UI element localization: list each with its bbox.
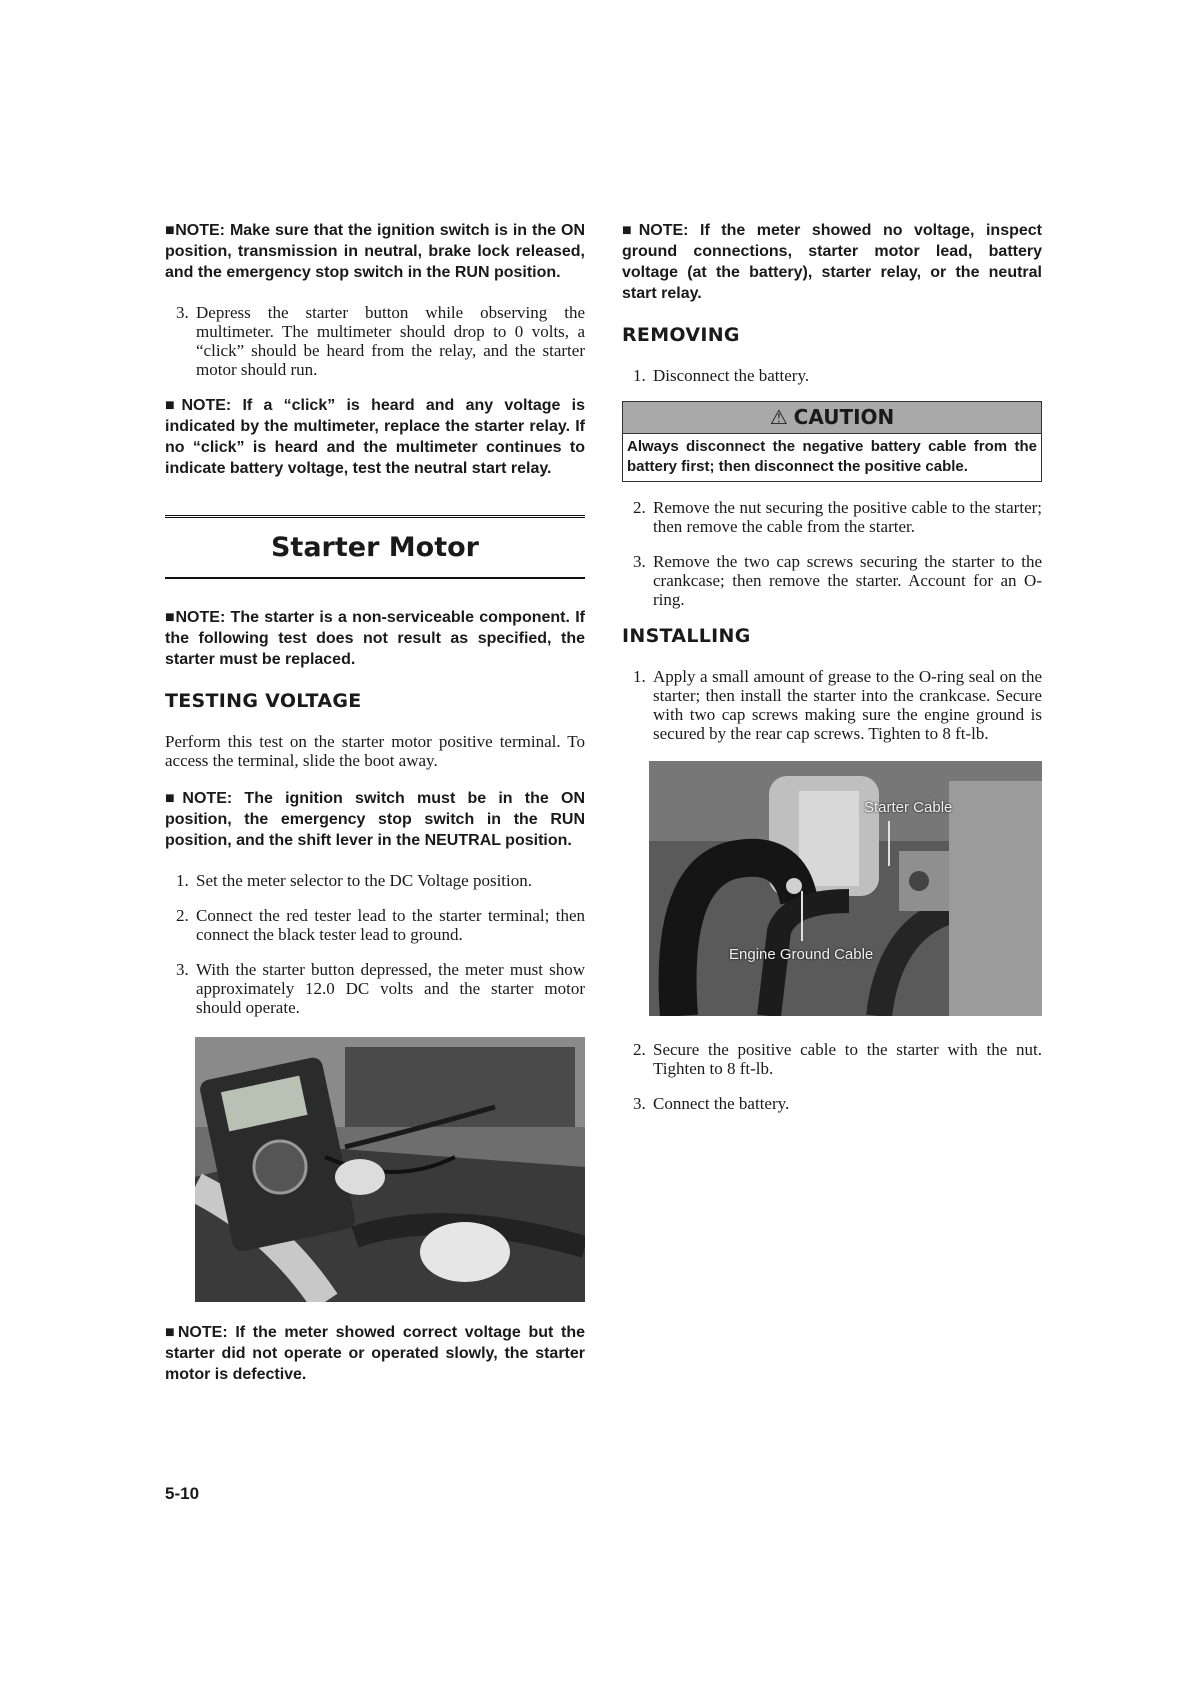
step-installing-2: 2. Secure the positive cable to the starter with the nut. Tighten to 8 ft-lb. <box>633 1040 1042 1078</box>
step-installing-3: 3. Connect the battery. <box>633 1094 790 1113</box>
caution-text: Always disconnect the negative battery cable from the battery first; then disconnect the positive cable. <box>627 438 1037 475</box>
warning-triangle-icon: ⚠ <box>769 405 788 429</box>
subhead-testing-voltage: TESTING VOLTAGE <box>165 690 362 712</box>
step-installing-1: 1. Apply a small amount of grease to the O-ring seal on the starter; then install the starter into the crankcase. Secure with two cap screws making sure the engine ground is secured by the rear cap screws. Tighten to 8 ft-lb. <box>633 667 1042 743</box>
step-removing-3: 3. Remove the two cap screws securing the starter to the crankcase; then remove the starter. Account for an O-ring. <box>633 552 1042 609</box>
step-removing-2: 2. Remove the nut securing the positive cable to the starter; then remove the cable from the starter. <box>633 498 1042 536</box>
section-title: Starter Motor <box>270 532 479 563</box>
caution-title: CAUTION <box>793 405 895 429</box>
subhead-installing: INSTALLING <box>622 625 751 647</box>
note-ignition-run: ■NOTE: The ignition switch must be in the ON position, the emergency stop switch in the RUN position, and the shift lever in the NEUTRAL position. <box>165 790 585 849</box>
note-click-heard: ■NOTE: If a “click” is heard and any voltage is indicated by the multimeter, replace the starter relay. If no “click” is heard and the multimeter continues to indicate battery voltage, test the neutral start relay. <box>165 397 585 477</box>
multimeter-photo <box>195 1037 585 1302</box>
note-no-voltage: ■NOTE: If the meter showed no voltage, inspect ground connections, starter motor lead, battery voltage (at the battery), starter relay, or the neutral start relay. <box>622 222 1042 302</box>
page-number: 5-10 <box>165 1484 200 1503</box>
subhead-removing: REMOVING <box>622 324 740 346</box>
note-non-serviceable: ■NOTE: The starter is a non-serviceable component. If the following test does not result as specified, the starter must be replaced. <box>165 609 585 668</box>
right-column <box>622 220 1042 1129</box>
step-testing-2: 2. Connect the red tester lead to the starter terminal; then connect the black tester lead to ground. <box>176 906 585 944</box>
paragraph-testing: Perform this test on the starter motor positive terminal. To access the terminal, slide the boot away. <box>165 732 585 770</box>
note-correct-voltage: ■NOTE: If the meter showed correct voltage but the starter did not operate or operated slowly, the starter motor is defective. <box>165 1324 585 1383</box>
note-ignition-on: ■NOTE: Make sure that the ignition switch is in the ON position, transmission in neutral, brake lock released, and the emergency stop switch in the RUN position. <box>165 222 585 281</box>
caution-box <box>622 401 1042 482</box>
engine-ground-cable-callout: Engine Ground Cable <box>729 946 874 963</box>
starter-photo <box>649 761 1042 1016</box>
left-column <box>165 220 585 1405</box>
caution-header <box>623 402 1041 434</box>
divider-bottom <box>165 577 585 579</box>
section-header <box>165 515 585 579</box>
step-depress-starter: 3. Depress the starter button while observing the multimeter. The multimeter should drop to 0 volts, a “click” should be heard from the relay, and the starter motor should run. <box>176 303 585 379</box>
step-testing-3: 3. With the starter button depressed, the meter must show approximately 12.0 DC volts and the starter motor should operate. <box>176 960 585 1017</box>
starter-cable-callout: Starter Cable <box>864 799 953 816</box>
step-removing-1: 1. Disconnect the battery. <box>633 366 810 385</box>
step-testing-1: 1. Set the meter selector to the DC Voltage position. <box>176 871 533 890</box>
